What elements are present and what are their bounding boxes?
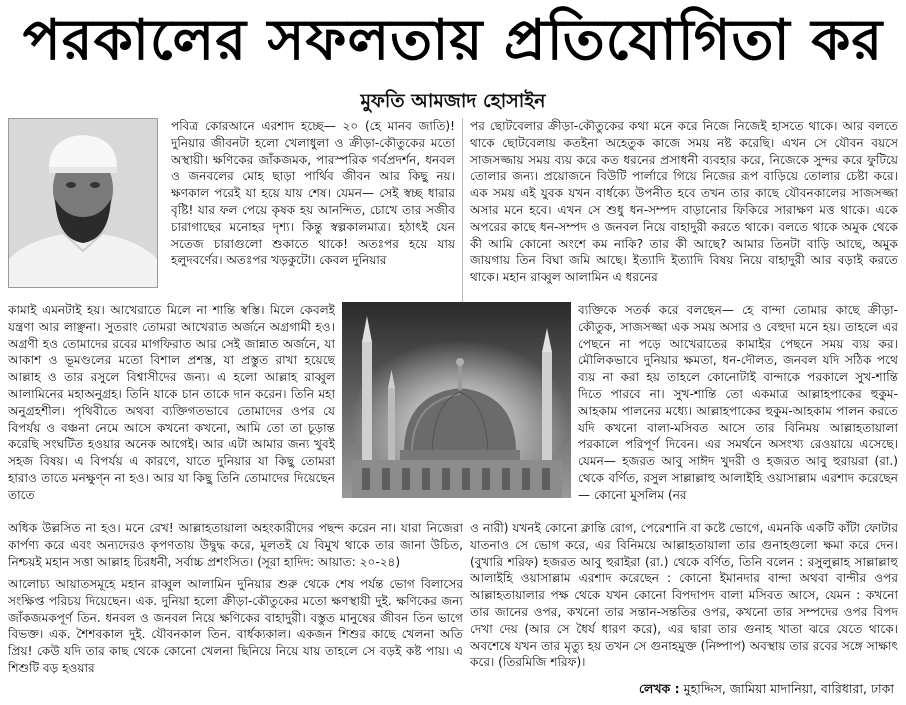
col2-top-paragraph: পর ছোটবেলার ক্রীড়া-কৌতুকের কথা মনে করে নিজে নিজেই হাসতে থাকে। আর বলতে থাকে ছোটবেলায় কতইনা অহেতুক কাজে সময় নষ্ট করেছি। এখন সে যৌবন বয়সে সাজসজ্জায় সময় ব্যয় করে কত ধরনের প্রসাধনী ব্যবহার করে, নিজেকে সুন্দর করে ফুটিয়ে তোলার জন্য। প্রয়োজনে বিউটি পার্লারে গিয়ে নিজের রূপ বাড়িয়ে তোলার চেষ্টা করে। এক সময় এই যুবক যখন বার্ধক্যে উপনীত হবে তখন তার কাছে যৌবনকালের সাজসজ্জা অসার মনে হবে। এখন সে শুধু ধন-সম্পদ বাড়ানোর ফিকিরে সারাক্ষণ মত্ত থাকে। একে অপরের কাছে ধন-সম্পদ ও জনবল নিয়ে বাহাদুরী করতে থাকে। বলতে থাকে অমুক থেকে কী আমি কোনো অংশে কম নাকি? তার কী আছে? আমার তিনটা বাড়ি আছে, অমুক জায়গায় তিন বিঘা জমি আছে। ইত্যাদি ইত্যাদি বিষয় নিয়ে বাহাদুরী আর বড়াই করতে থাকে। মহান রাব্বুল আলামিন এ ধরনের [470, 119, 898, 285]
column-divider [462, 118, 463, 302]
mosque-photo [342, 302, 571, 498]
col1-wide-paragraph: অধিক উল্লসিত না হও। মনে রেখ! আল্লাহতায়ালা অহংকারীদের পছন্দ করেন না। যারা নিজেরা কার্পণ্য করে এবং অন্যদেরও কৃপণতায় উদ্বুদ্ধ করে, মূলতই যে বিমুখ থাকে তার জানা উচিত, নিশ্চয়ই মহান সত্তা আল্লাহ চিরধনী, সর্বাচ্চ প্রশংসিত। (সূরা হাদিদ: আয়াত: ২০-২৪) [8, 521, 463, 569]
col2-wide-text [470, 520, 898, 678]
author-portrait-icon [9, 119, 157, 287]
author-credit-label: লেখক : [638, 681, 680, 696]
mosque-dome-icon [342, 302, 571, 498]
col2-mid-paragraph: ব্যক্তিকে সতর্ক করে বলছেন— হে বান্দা তোমার কাছে ক্রীড়া-কৌতুক, সাজসজ্জা এক সময় অসার ও বেহুদা মনে হয়। তাহলে এর পেছনে না পড়ে আখেরাতের কামাইর পেছনে সময় ব্যয় কর। মৌলিকভাবে দুনিয়ার ক্ষমতা, ধন-দৌলত, জনবল যদি সঠিক পথে ব্যয় না করা হয় তাহলে কোনোটাই বান্দাকে পরকালে সুখ-শান্তি দিতে পারবে না। সুখ-শান্তি তো একমাত্র আল্লাহপাকের হুকুম-আহকাম পালনের মধ্যে। আল্লাহপাকের হুকুম-আহকাম পালন করতে যদি কখনো বালা-মসিবত আসে তার বিনিময় আল্লাহতায়ালা পরকালে পরিপূর্ণ দিবেন। এর সমর্থনে অসংখ্য রেওয়ায়ে এসেছে। যেমন— হজরত আবু সাঈদ খুদরী ও হজরত আবু হুরায়রা (রা.) থেকে বর্ণিত, রসুল সাল্লাল্লাহু আলাইহি ওয়াসাল্লাম এরশাদ করেছেন— কোনো মুসলিম (নর [578, 303, 898, 502]
col1-mid-text [8, 302, 335, 520]
headline: পরকালের সফলতায় প্রতিযোগিতা কর [22, 8, 884, 73]
col2-top-text [470, 118, 898, 302]
byline: মুফতি আমজাদ হোসাইন [360, 90, 546, 112]
col1-top-paragraph: পবিত্র কোরআনে এরশাদ হচ্ছে— ২০ (হে মানব জাতি)! দুনিয়ার জীবনটা হলো খেলাধুলা ও ক্রীড়া-কৌতুকের মতো অস্থায়ী। ক্ষণিকের জাঁকজমক, পারস্পরিক গর্বপ্রদর্শন, ধনবল ও জনবলের মোহ ছাড়া পার্থিব জীবন আর কিছু নয়। ক্ষণকাল পরেই যা হয়ে যায় শেষ। যেমন— সেই স্বচ্ছ ধারার বৃষ্টি! যার ফল পেয়ে কৃষক হয় আনন্দিত, চোখে তার সজীব চারাগাছের মনোহর দৃশ্য। কিন্তু স্বল্পকালমাত্র। হঠাৎই যেন সতেজ চারাগুলো শুকাতে থাকে! অতঃপর হয়ে যায় হলুদবর্ণের। অতঃপর খড়কুটো। কেবল দুনিয়ার [171, 119, 455, 268]
author-credit-text: মুহাদ্দিস, জামিয়া মাদানিয়া, বারিধারা, ঢাকা [683, 681, 894, 696]
col1-bottom-paragraph: আলোচ্য আয়াতসমূহে মহান রাব্বুল আলামিন দুনিয়ার শুরু থেকে শেষ পর্যন্ত ভোগ বিলাসের সংক্ষিপ্ত পরিচয় দিয়েছেন। এক. দুনিয়া হলো ক্রীড়া-কৌতুকের মতো ক্ষণস্থায়ী দুই. ক্ষণিকের জন্য জাঁকজমকপূর্ণ তিন. ধনবল ও জনবল নিয়ে ক্ষণিকের বাহাদুরী। বস্তুত মানুষের জীবন তিন ভাগে বিভক্ত। এক. শৈশবকাল দুই. যৌবনকাল তিন. বার্ধক্যকাল। একজন শিশুর কাছে খেলনা অতি প্রিয়! কেউ যদি তার কাছ থেকে কোনো খেলনা ছিনিয়ে নিয়ে যায় তাহলে সে বড়ই কষ্ট পায়। এ শিশুটি বড় হওয়ার [8, 577, 463, 675]
col2-mid-text [578, 302, 898, 520]
author-credit [596, 678, 906, 700]
col1-top-text [171, 118, 455, 302]
col1-bottom-text [8, 576, 463, 698]
col1-wide-text [8, 520, 463, 572]
col2-wide-paragraph: ও নারী) যখনই কোনো ক্লান্তি রোগ, পেরেশানি বা কষ্টে ভোগে, এমনকি একটি কাঁটা ফোটার যাতনাও সে ভোগ করে, এর বিনিময়ে আল্লাহতায়ালা তার গুনাহগুলো ক্ষমা করে দেন। (বুখারি শরিফ) হজরত আবু হুরাইরা (রা.) থেকে বর্ণিত, তিনি বলেন : রসুলুল্লাহ সাল্লাল্লাহু আলাইহি ওয়াসাল্লাম এরশাদ করেছেন : কোনো ইমানদার বান্দা অথবা বান্দীর ওপর আল্লাহতায়ালার পক্ষ থেকে যখন কোনো বিপদাপদ বালা মসিবত আসে, যেমন : কখনো তার জানের ওপর, কখনো তার সন্তান-সন্ততির ওপর, কখনো তার সম্পদের ওপর বিপদ দেখা দেয় (আর সে ধৈর্য ধারণ করে), এর দ্বারা তার গুনাহ খাতা ঝরে যেতে থাকে। অবশেষে যখন তার মৃত্যু হয় তখন সে গুনাহমুক্ত (নিষ্পাপ) অবস্থায় তার রবের সঙ্গে সাক্ষাৎ করে। (তিরমিজি শরিফ)। [470, 521, 898, 670]
author-photo [8, 118, 158, 288]
col1-mid-paragraph: কামাই এমনটাই হয়। আখেরাতে মিলে না শান্তি স্বস্তি। মিলে কেবলই যন্ত্রণা আর লাঞ্ছনা। সুতরাং তোমরা আখেরাত অর্জনে অগ্রগামী হও। অগ্রণী হও তোমাদের রবের মাগফিরাত আর সেই জান্নাত অর্জনে, যা আকাশ ও ভূমণ্ডলের মতো বিশাল প্রশস্ত, যা প্রস্তুত রাখা হয়েছে আল্লাহ ও তার রসুলে বিশ্বাসীদের জন্য। এ হলো আল্লাহ রাব্বুল আলামিনের মহাঅনুগ্রহ। তিনি যাকে চান তাকে দান করেন। তিনি মহা অনুগ্রহশীল। পৃথিবীতে অথবা ব্যক্তিগতভাবে তোমাদের ওপর যে বিপর্যয় ও বঞ্চনা নেমে আসে কখনো কখনো, আমি তো তা চূড়ান্ত করেছি সংঘটিত হওয়ার অনেক আগেই। আর এটা আমার জন্য খুবই সহজ বিষয়। এ বিপর্যয় এ কারণে, যাতে দুনিয়ার যা কিছু তোমরা হারাও তাতে মনক্ষুণ্ন না হও। আর যা কিছু তিনি তোমাদের দিয়েছেন তাতে [8, 303, 335, 502]
